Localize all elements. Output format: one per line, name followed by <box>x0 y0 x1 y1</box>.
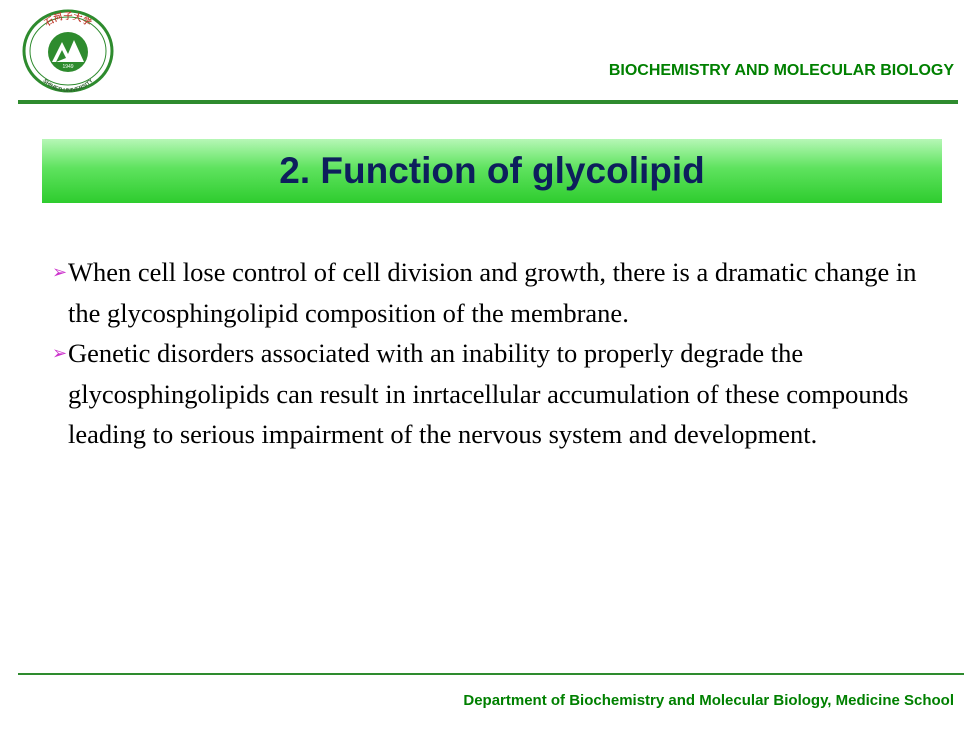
header-divider <box>18 100 958 104</box>
department-header-title: BIOCHEMISTRY AND MOLECULAR BIOLOGY <box>608 62 954 79</box>
logo-year: 1949 <box>62 64 74 70</box>
title-banner <box>42 139 942 203</box>
university-logo <box>18 6 118 96</box>
footer-department: Department of Biochemistry and Molecular Biology, Medicine School <box>463 692 954 709</box>
slide-title: 2. Function of glycolipid <box>279 150 705 191</box>
logo-chinese-text: 石河子大学 <box>43 12 93 29</box>
arrow-bullet-icon: ➢ <box>52 343 68 364</box>
bullet-item <box>52 252 932 333</box>
bullet-item <box>52 333 932 454</box>
footer-divider <box>18 673 964 675</box>
bullet-text: Genetic disorders associated with an inability to properly degrade the glycosphingolipids can result in inrtacellular accumulation of these compounds leading to serious impairment of the nervous system and development. <box>68 338 909 449</box>
logo-english-text: SHIHEZI UNIVERSITY <box>41 78 95 95</box>
bullet-text: When cell lose control of cell division and growth, there is a dramatic change in the glycosphingolipid composition of the membrane. <box>68 257 917 328</box>
arrow-bullet-icon: ➢ <box>52 262 68 283</box>
bullet-list <box>52 252 932 454</box>
